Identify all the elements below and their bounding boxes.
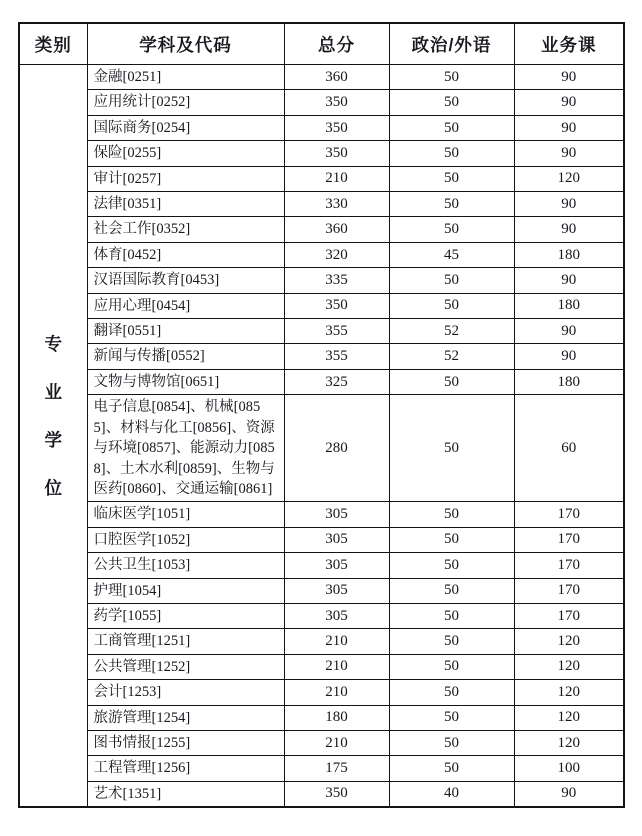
category-cell [19, 65, 87, 808]
table-row [19, 192, 624, 217]
course-score-cell: 90 [514, 192, 624, 217]
total-score-cell: 305 [284, 553, 389, 578]
politics-foreign-cell: 50 [389, 166, 514, 191]
total-score-cell: 175 [284, 756, 389, 781]
table-row [19, 629, 624, 654]
header-row [19, 23, 624, 65]
subject-cell: 国际商务[0254] [87, 115, 284, 140]
table-row [19, 527, 624, 552]
politics-foreign-cell: 50 [389, 502, 514, 527]
subject-cell: 旅游管理[1254] [87, 705, 284, 730]
course-score-cell: 90 [514, 217, 624, 242]
subject-cell: 应用心理[0454] [87, 293, 284, 318]
politics-foreign-cell: 50 [389, 115, 514, 140]
course-score-cell: 100 [514, 756, 624, 781]
table-row [19, 344, 624, 369]
table-row [19, 293, 624, 318]
table-row [19, 65, 624, 90]
subject-cell: 金融[0251] [87, 65, 284, 90]
total-score-cell: 305 [284, 502, 389, 527]
course-score-cell: 60 [514, 395, 624, 502]
course-score-cell: 120 [514, 654, 624, 679]
total-score-cell: 330 [284, 192, 389, 217]
subject-cell: 保险[0255] [87, 141, 284, 166]
subject-cell: 新闻与传播[0552] [87, 344, 284, 369]
total-score-cell: 280 [284, 395, 389, 502]
total-score-cell: 320 [284, 242, 389, 267]
subject-cell: 会计[1253] [87, 680, 284, 705]
politics-foreign-cell: 52 [389, 319, 514, 344]
subject-cell: 翻译[0551] [87, 319, 284, 344]
course-score-cell: 90 [514, 115, 624, 140]
politics-foreign-cell: 50 [389, 217, 514, 242]
total-score-cell: 305 [284, 603, 389, 628]
politics-foreign-cell: 40 [389, 781, 514, 807]
table-row [19, 730, 624, 755]
course-score-cell: 120 [514, 680, 624, 705]
total-score-cell: 210 [284, 654, 389, 679]
politics-foreign-cell: 50 [389, 369, 514, 394]
table-row [19, 705, 624, 730]
category-label-char: 学 [44, 430, 62, 451]
course-score-cell: 90 [514, 344, 624, 369]
politics-foreign-cell: 50 [389, 65, 514, 90]
table-row [19, 654, 624, 679]
course-score-cell: 120 [514, 629, 624, 654]
politics-foreign-cell: 50 [389, 730, 514, 755]
politics-foreign-cell: 50 [389, 705, 514, 730]
total-score-cell: 360 [284, 65, 389, 90]
subject-cell: 应用统计[0252] [87, 90, 284, 115]
total-score-cell: 355 [284, 319, 389, 344]
category-label-char: 位 [44, 478, 62, 499]
table-row [19, 369, 624, 394]
table-row [19, 781, 624, 807]
subject-cell: 文物与博物馆[0651] [87, 369, 284, 394]
politics-foreign-cell: 50 [389, 629, 514, 654]
subject-cell: 工程管理[1256] [87, 756, 284, 781]
table-row [19, 680, 624, 705]
course-score-cell: 90 [514, 65, 624, 90]
table-row [19, 395, 624, 502]
total-score-cell: 335 [284, 268, 389, 293]
table-row [19, 242, 624, 267]
course-score-cell: 170 [514, 502, 624, 527]
total-score-cell: 350 [284, 781, 389, 807]
course-score-cell: 120 [514, 705, 624, 730]
table-row [19, 578, 624, 603]
table-row [19, 115, 624, 140]
politics-foreign-cell: 50 [389, 603, 514, 628]
subject-cell: 公共卫生[1053] [87, 553, 284, 578]
subject-cell: 艺术[1351] [87, 781, 284, 807]
subject-cell: 护理[1054] [87, 578, 284, 603]
politics-foreign-cell: 45 [389, 242, 514, 267]
total-score-cell: 355 [284, 344, 389, 369]
course-score-cell: 90 [514, 141, 624, 166]
course-score-cell: 180 [514, 242, 624, 267]
politics-foreign-cell: 50 [389, 654, 514, 679]
table-row [19, 166, 624, 191]
table-row [19, 603, 624, 628]
subject-cell: 口腔医学[1052] [87, 527, 284, 552]
total-score-cell: 210 [284, 680, 389, 705]
politics-foreign-cell: 50 [389, 192, 514, 217]
table-row [19, 756, 624, 781]
politics-foreign-cell: 50 [389, 527, 514, 552]
total-score-cell: 360 [284, 217, 389, 242]
total-score-cell: 350 [284, 90, 389, 115]
total-score-cell: 305 [284, 578, 389, 603]
politics-foreign-cell: 50 [389, 578, 514, 603]
table-row [19, 268, 624, 293]
category-label-char: 业 [44, 382, 62, 403]
course-score-cell: 170 [514, 527, 624, 552]
category-vertical-label [20, 331, 87, 500]
col-header-politics-foreign: 政治/外语 [389, 23, 514, 65]
table-row [19, 217, 624, 242]
subject-cell: 法律[0351] [87, 192, 284, 217]
course-score-cell: 170 [514, 553, 624, 578]
subject-cell: 图书情报[1255] [87, 730, 284, 755]
subject-cell: 体育[0452] [87, 242, 284, 267]
politics-foreign-cell: 50 [389, 90, 514, 115]
total-score-cell: 305 [284, 527, 389, 552]
total-score-cell: 350 [284, 141, 389, 166]
admission-score-table [18, 22, 625, 808]
course-score-cell: 120 [514, 166, 624, 191]
course-score-cell: 90 [514, 90, 624, 115]
col-header-subject-code: 学科及代码 [87, 23, 284, 65]
politics-foreign-cell: 50 [389, 141, 514, 166]
subject-cell: 药学[1055] [87, 603, 284, 628]
table-row [19, 319, 624, 344]
col-header-total-score: 总分 [284, 23, 389, 65]
politics-foreign-cell: 50 [389, 680, 514, 705]
course-score-cell: 170 [514, 578, 624, 603]
politics-foreign-cell: 50 [389, 293, 514, 318]
col-header-course-score: 业务课 [514, 23, 624, 65]
total-score-cell: 210 [284, 629, 389, 654]
politics-foreign-cell: 52 [389, 344, 514, 369]
course-score-cell: 180 [514, 293, 624, 318]
politics-foreign-cell: 50 [389, 553, 514, 578]
subject-cell: 汉语国际教育[0453] [87, 268, 284, 293]
subject-cell: 审计[0257] [87, 166, 284, 191]
politics-foreign-cell: 50 [389, 395, 514, 502]
category-label-char: 专 [44, 334, 62, 355]
course-score-cell: 120 [514, 730, 624, 755]
table-row [19, 90, 624, 115]
subject-cell: 电子信息[0854]、机械[0855]、材料与化工[0856]、资源与环境[0857]、能源动力[0858]、土木水利[0859]、生物与医药[0860]、交通运输[0861] [87, 395, 284, 502]
total-score-cell: 180 [284, 705, 389, 730]
table-row [19, 141, 624, 166]
course-score-cell: 90 [514, 319, 624, 344]
subject-cell: 工商管理[1251] [87, 629, 284, 654]
table-row [19, 553, 624, 578]
subject-cell: 社会工作[0352] [87, 217, 284, 242]
subject-cell: 临床医学[1051] [87, 502, 284, 527]
col-header-category: 类别 [19, 23, 87, 65]
total-score-cell: 210 [284, 166, 389, 191]
politics-foreign-cell: 50 [389, 756, 514, 781]
course-score-cell: 180 [514, 369, 624, 394]
total-score-cell: 350 [284, 293, 389, 318]
total-score-cell: 350 [284, 115, 389, 140]
course-score-cell: 90 [514, 268, 624, 293]
total-score-cell: 210 [284, 730, 389, 755]
course-score-cell: 170 [514, 603, 624, 628]
subject-cell: 公共管理[1252] [87, 654, 284, 679]
table-row [19, 502, 624, 527]
course-score-cell: 90 [514, 781, 624, 807]
total-score-cell: 325 [284, 369, 389, 394]
politics-foreign-cell: 50 [389, 268, 514, 293]
